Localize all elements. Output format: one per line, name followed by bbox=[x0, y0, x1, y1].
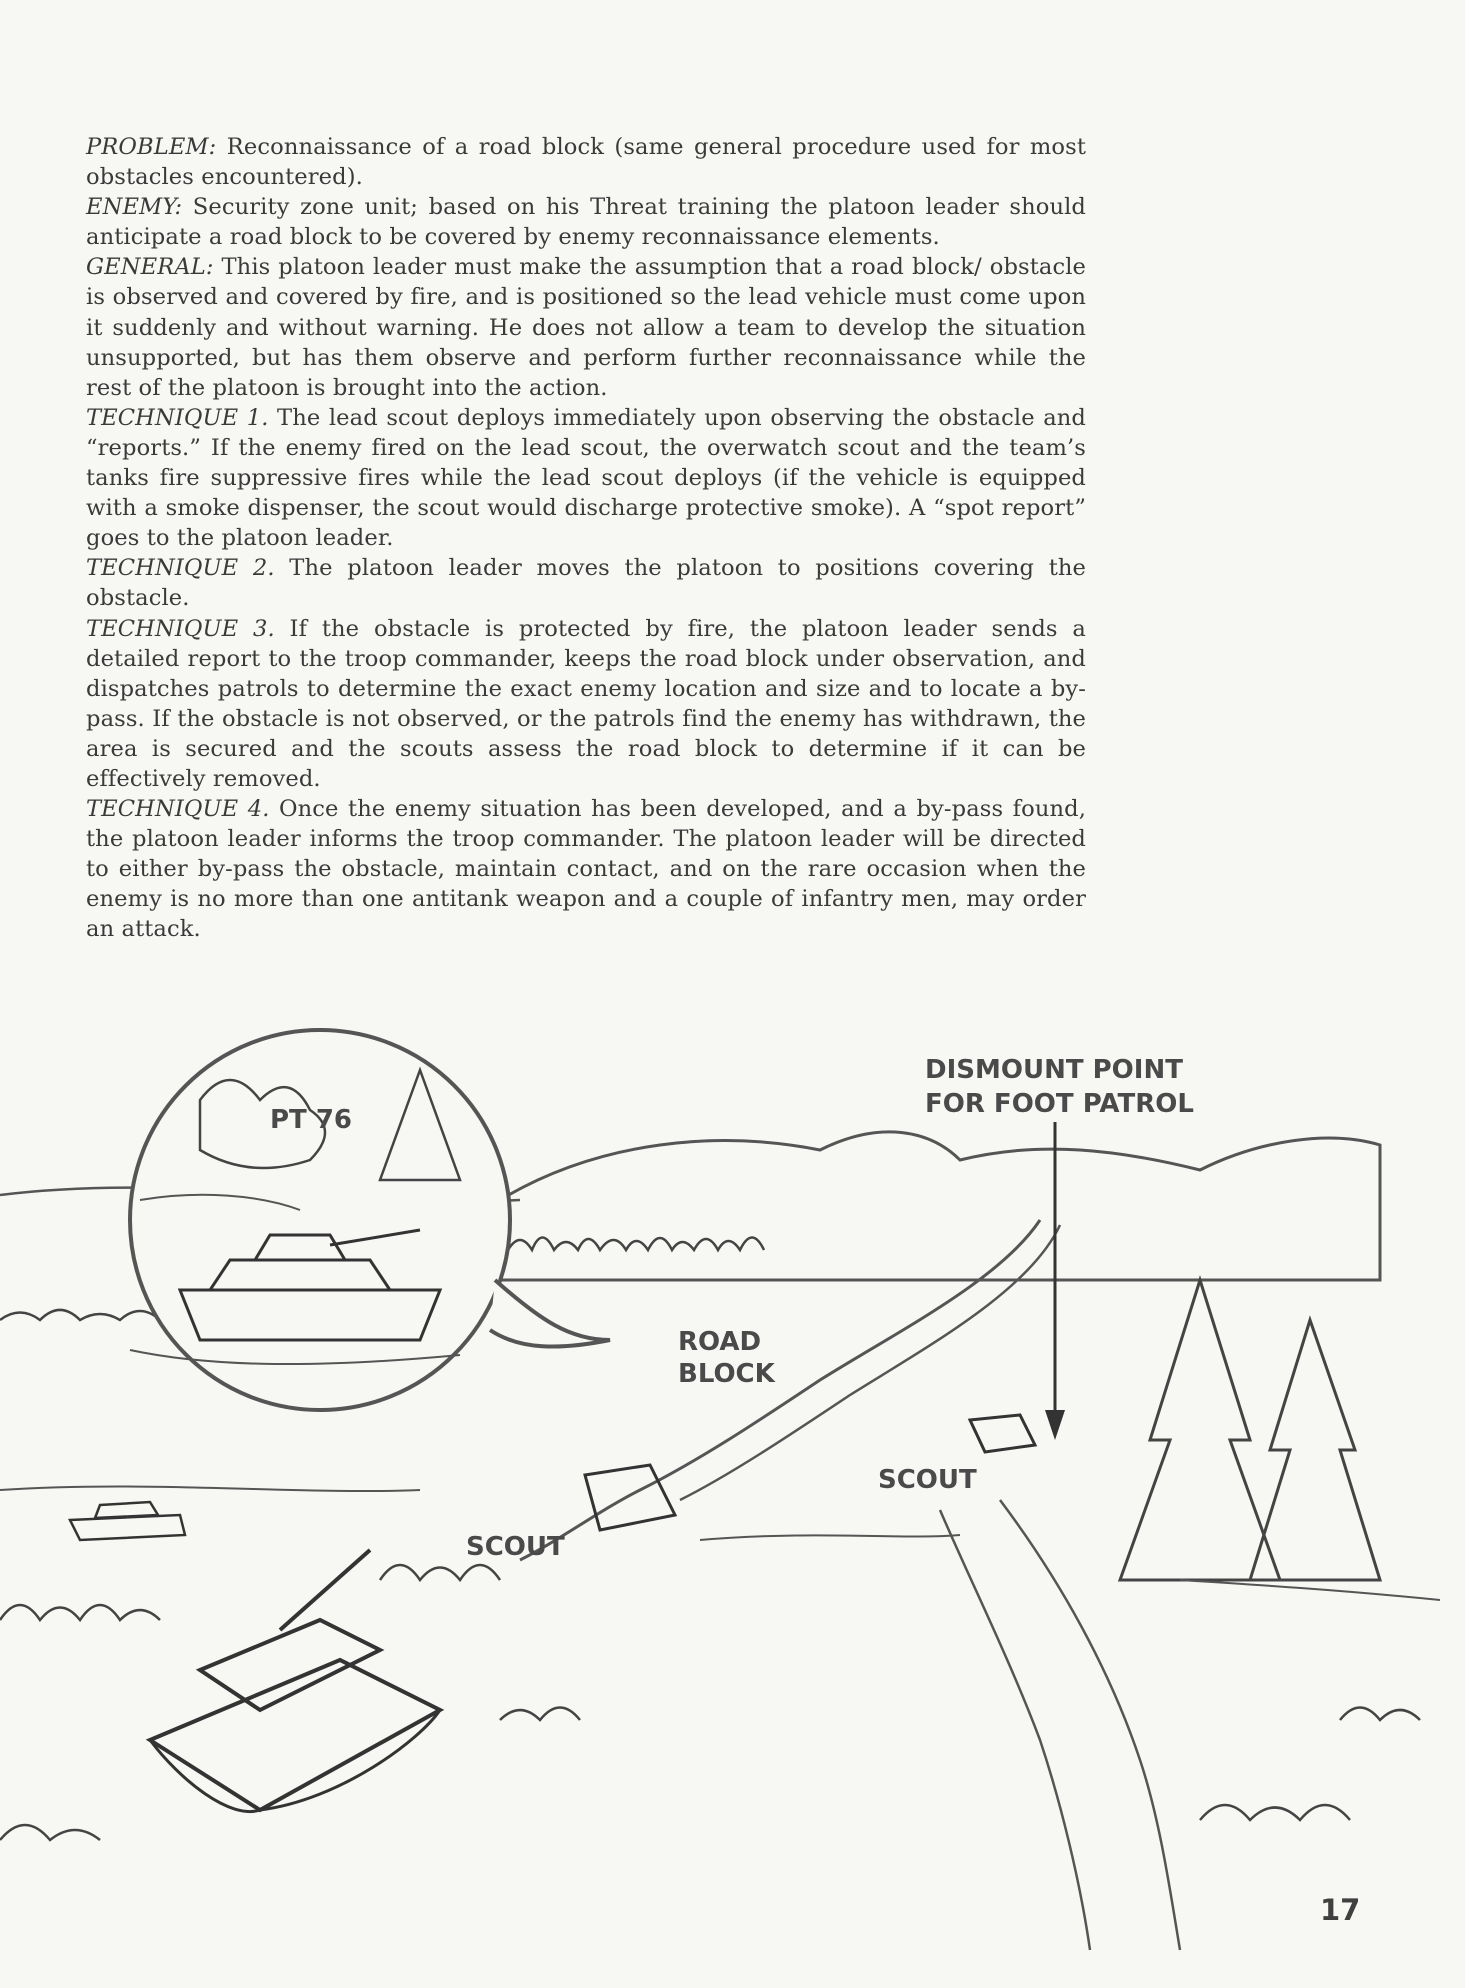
page-number: 17 bbox=[1320, 1893, 1361, 1927]
road bbox=[520, 1220, 1040, 1560]
paragraph-enemy bbox=[86, 192, 1086, 252]
paragraph-general bbox=[86, 252, 1086, 402]
paragraph-lead: GENERAL: bbox=[86, 254, 214, 281]
pine-tree bbox=[1120, 1280, 1280, 1580]
scout-label-left: SCOUT bbox=[466, 1532, 565, 1562]
ground-line bbox=[0, 1486, 1440, 1600]
paragraph-problem bbox=[86, 132, 1086, 192]
paragraph-technique-4 bbox=[86, 794, 1086, 944]
paragraph-lead: PROBLEM: bbox=[86, 134, 217, 160]
paragraph-body: The lead scout deploys immediately upon observing the obstacle and “reports.” If the enemy fired on the lead scout, the overwatch scout and the team’s tanks fire suppressive fires while the lead scout deploys (if the vehicle is equipped with a smoke dispenser, the scout would discharge protective smoke). A “spot report” goes to the platoon leader. bbox=[86, 404, 1086, 552]
paragraph-lead: TECHNIQUE 1. bbox=[86, 404, 269, 431]
paragraph-lead: TECHNIQUE 2. bbox=[86, 555, 275, 582]
far-hills bbox=[500, 1132, 1380, 1280]
road-block-label-line-1: ROAD bbox=[678, 1327, 762, 1357]
body-text bbox=[86, 132, 1086, 945]
paragraph-body: If the obstacle is protected by fire, the platoon leader sends a detailed report to the troop commander, keeps the road block under observation, and dispatches patrols to determine the exact enemy location and size and to locate a by-pass. If the obstacle is not observed, or the patrols find the enemy has withdrawn, the area is secured and the scouts assess the road block to determine if it can be effectively removed. bbox=[86, 615, 1086, 792]
paragraph-body: Reconnaissance of a road block (same general procedure used for most obstacles encountered). bbox=[86, 134, 1086, 191]
pt76-label: PT 76 bbox=[270, 1105, 353, 1135]
pine-tree bbox=[1250, 1320, 1380, 1580]
paragraph-lead: TECHNIQUE 3. bbox=[86, 615, 275, 642]
paragraph-body: Once the enemy situation has been developed, and a by-pass found, the platoon leader informs the troop commander. The platoon leader will be directed to either by-pass the obstacle, maintain contact, and on the rare occasion when the enemy is no more than one antitank weapon and a couple of infantry men, may order an attack. bbox=[86, 796, 1086, 943]
dismount-arrow-head bbox=[1045, 1410, 1065, 1440]
scout-vehicle-icon bbox=[970, 1415, 1035, 1452]
distant-tank-icon bbox=[70, 1502, 185, 1540]
dismount-label-line-2: FOR FOOT PATROL bbox=[925, 1089, 1194, 1119]
terrain-illustration bbox=[0, 1020, 1465, 1960]
dismount-label-line-1: DISMOUNT POINT bbox=[925, 1055, 1183, 1085]
paragraph-technique-3 bbox=[86, 614, 1086, 795]
track-foreground-edge bbox=[1000, 1500, 1180, 1950]
paragraph-technique-2 bbox=[86, 553, 1086, 613]
paragraph-body: This platoon leader must make the assumption that a road block/ obstacle is observed and covered by fire, and is positioned so the lead vehicle must come upon it suddenly and without warning. He does not allow a team to develop the situation unsupported, but has them observe and perform further reconnaissance while the rest of the platoon is brought into the action. bbox=[86, 254, 1086, 401]
inset-circle bbox=[130, 1030, 510, 1410]
paragraph-lead: ENEMY: bbox=[86, 194, 183, 221]
road-block-label-line-2: BLOCK bbox=[678, 1359, 775, 1389]
track-foreground bbox=[940, 1510, 1090, 1950]
paragraph-lead: TECHNIQUE 4. bbox=[86, 796, 270, 823]
inset-pointer bbox=[490, 1280, 610, 1347]
paragraph-technique-1 bbox=[86, 403, 1086, 553]
foreground-tank-icon bbox=[150, 1550, 440, 1810]
paragraph-body: Security zone unit; based on his Threat training the platoon leader should anticipate a road block to be covered by enemy reconnaissance elements. bbox=[86, 194, 1086, 251]
tank-tracks bbox=[150, 1710, 440, 1812]
scout-vehicle-icon bbox=[585, 1465, 675, 1530]
scout-label-right: SCOUT bbox=[878, 1465, 977, 1495]
paragraph-body: The platoon leader moves the platoon to positions covering the obstacle. bbox=[86, 555, 1086, 612]
